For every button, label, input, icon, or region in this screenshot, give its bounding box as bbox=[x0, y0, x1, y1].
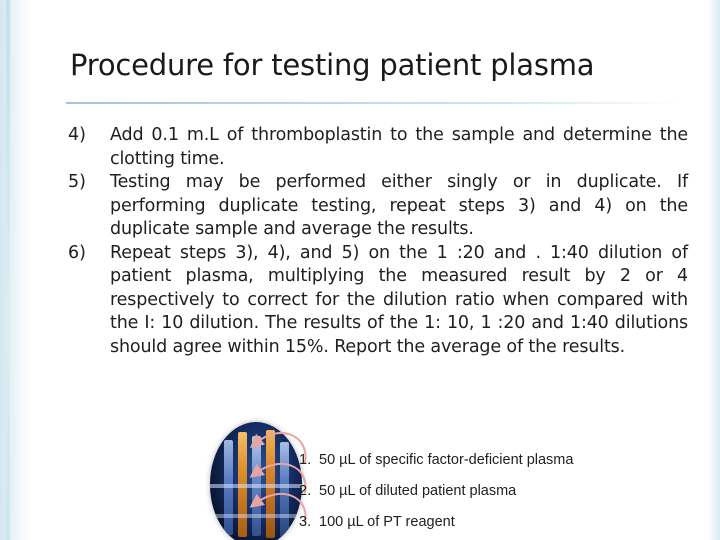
slide-title: Procedure for testing patient plasma bbox=[70, 48, 595, 82]
reagent-step-number: 1. bbox=[299, 452, 312, 468]
reagent-step-text: 100 µL of PT reagent bbox=[319, 514, 455, 530]
reagent-step-number: 3. bbox=[299, 514, 312, 530]
procedure-item-text: Add 0.1 m.L of thromboplastin to the sample and determine the clotting time. bbox=[110, 125, 688, 169]
reagent-step-number: 2. bbox=[299, 483, 312, 499]
right-edge-decoration bbox=[708, 0, 720, 540]
procedure-item bbox=[68, 242, 688, 360]
reagent-step bbox=[299, 452, 573, 468]
procedure-item-number: 5) bbox=[68, 172, 86, 192]
reagent-step-text: 50 µL of specific factor-deficient plasma bbox=[319, 452, 574, 468]
reagent-step bbox=[299, 483, 516, 499]
left-edge-decoration bbox=[0, 0, 30, 540]
procedure-item-number: 4) bbox=[68, 125, 86, 145]
reagent-step bbox=[299, 514, 455, 530]
procedure-item bbox=[68, 171, 688, 242]
procedure-item-number: 6) bbox=[68, 242, 86, 263]
procedure-item bbox=[68, 124, 688, 171]
procedure-list bbox=[68, 124, 688, 359]
procedure-item-text: Repeat steps 3), 4), and 5) on the 1 :20 and . 1:40 dilution of patient plasma, multiplying the measured result by 2 or 4 respectively to correct for the dilution ratio when compared with the I: 10 dilution. The results of the 1: 10, 1 :20 and 1:40 dilutions should agree within 15%. Report the average of the results. bbox=[110, 242, 688, 357]
title-divider bbox=[66, 102, 686, 104]
reagent-step-text: 50 µL of diluted patient plasma bbox=[319, 483, 517, 499]
procedure-item-text: Testing may be performed either singly or in duplicate. If performing duplicate testing, repeat steps 3) and 4) on the duplicate sample and average the results. bbox=[110, 172, 688, 239]
